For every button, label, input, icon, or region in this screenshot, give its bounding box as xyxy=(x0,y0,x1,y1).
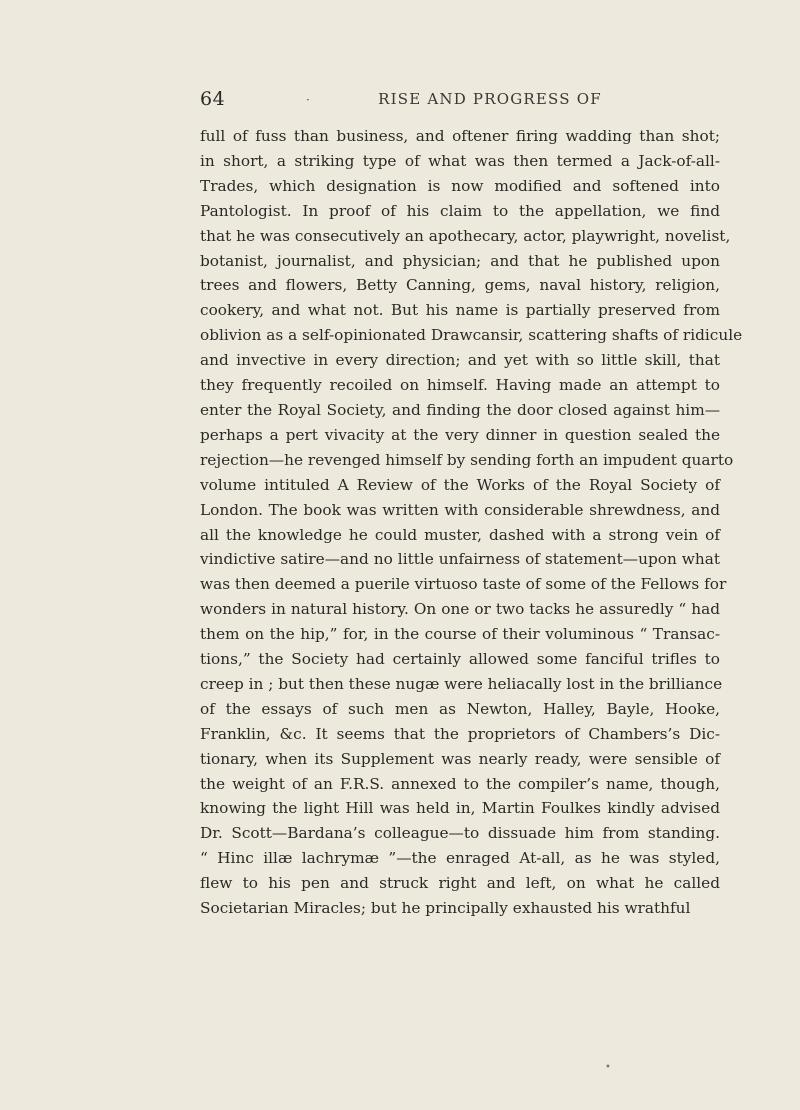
text-line: all the knowledge he could muster, dashed with a strong vein of xyxy=(200,525,720,544)
text-line: Franklin, &c. It seems that the proprietors of Chambers’s Dic- xyxy=(200,724,720,743)
text-line: oblivion as a self-opinionated Drawcansir, scattering shafts of ridicule xyxy=(200,326,743,345)
text-line: Dr. Scott—Bardana’s colleague—to dissuade him from standing. xyxy=(200,824,720,843)
text-line: full of fuss than business, and oftener firing wadding than shot; xyxy=(200,127,720,145)
text-line: them on the hip,” for, in the course of their voluminous “ Transac- xyxy=(200,625,720,644)
text-line: wonders in natural history. On one or two tacks he assuredly “ had xyxy=(200,600,720,619)
text-line: Societarian Miracles; but he principally exhausted his wrathful xyxy=(200,899,691,918)
running-head: RISE AND PROGRESS OF xyxy=(378,90,602,108)
text-line: and invective in every direction; and yet with so little skill, that xyxy=(200,351,720,370)
text-line: the weight of an F.R.S. annexed to the compiler’s name, though, xyxy=(200,774,720,793)
text-line: volume intituled A Review of the Works of the Royal Society of xyxy=(200,475,720,494)
text-line: in short, a striking type of what was then termed a Jack-of-all- xyxy=(200,151,720,170)
text-line: perhaps a pert vivacity at the very dinner in question sealed the xyxy=(200,425,720,444)
stray-mark: • xyxy=(605,1062,611,1073)
body-text xyxy=(200,124,743,921)
text-line: cookery, and what not. But his name is partially preserved from xyxy=(200,301,720,320)
text-line: Trades, which designation is now modified and softened into xyxy=(200,176,720,195)
page-header xyxy=(200,88,720,112)
text-line: tionary, when its Supplement was nearly ready, were sensible of xyxy=(200,749,720,768)
text-line: flew to his pen and struck right and left, on what he called xyxy=(200,874,720,893)
text-line: trees and flowers, Betty Canning, gems, naval history, religion, xyxy=(200,276,720,295)
text-line: creep in ; but then these nugæ were heliacally lost in the brilliance xyxy=(200,674,723,693)
text-line: they frequently recoiled on himself. Having made an attempt to xyxy=(200,376,720,395)
text-line: London. The book was written with considerable shrewdness, and xyxy=(200,500,720,519)
text-line: Pantologist. In proof of his claim to the appellation, we find xyxy=(200,201,720,220)
text-line: that he was consecutively an apothecary, actor, playwright, novelist, xyxy=(200,226,731,245)
page-number: 64 xyxy=(200,88,226,110)
text-line: of the essays of such men as Newton, Halley, Bayle, Hooke, xyxy=(200,699,720,718)
text-line: enter the Royal Society, and finding the door closed against him— xyxy=(200,400,720,419)
text-line: tions,” the Society had certainly allowed some fanciful trifles to xyxy=(200,650,720,669)
text-line: vindictive satire—and no little unfairness of statement—upon what xyxy=(200,550,720,569)
text-line: botanist, journalist, and physician; and that he published upon xyxy=(200,251,720,270)
stray-mark: · xyxy=(306,93,310,107)
text-line: “ Hinc illæ lachrymæ ”—the enraged At-all, as he was styled, xyxy=(200,849,720,868)
text-line: knowing the light Hill was held in, Martin Foulkes kindly advised xyxy=(200,799,720,818)
text-line: was then deemed a puerile virtuoso taste of some of the Fellows for xyxy=(200,575,727,594)
text-line: rejection—he revenged himself by sending forth an impudent quarto xyxy=(200,450,734,469)
